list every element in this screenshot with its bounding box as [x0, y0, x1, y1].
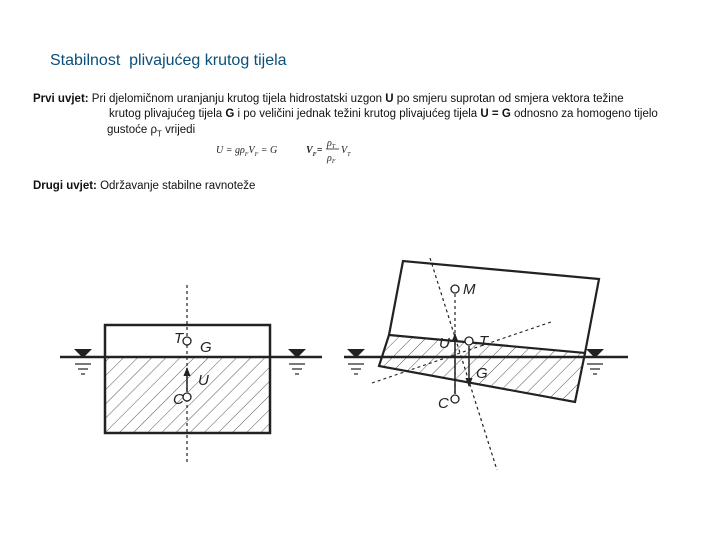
formula-eq2-tail: $V_T$ — [341, 145, 351, 158]
first-condition-text-1c: po smjeru suprotan od smjera vektora težine — [393, 93, 624, 105]
centroid-t-right — [465, 337, 473, 345]
label-c-left: C — [173, 391, 184, 408]
second-condition-text: Održavanje stabilne ravnoteže — [96, 180, 256, 192]
metacentre-m — [451, 285, 459, 293]
label-t-right: T — [479, 333, 489, 350]
upright-body — [60, 285, 322, 465]
first-condition-text-2e: odnosno za homogeno tijelo — [510, 108, 658, 120]
equality-u-g: U = G — [480, 108, 511, 120]
centroid-t-left — [183, 337, 191, 345]
label-u-left: U — [198, 372, 209, 389]
water-level-symbol-3 — [347, 349, 365, 374]
first-condition-label: Prvi uvjet: — [33, 93, 89, 105]
buoyancy-centre-c-right — [451, 395, 459, 403]
formula-eq1: $U = g\rho_FV_F = G$ — [216, 145, 278, 158]
page-title: Stabilnost plivajućeg krutog tijela — [50, 52, 287, 69]
label-g-right: G — [476, 365, 488, 382]
density-text: gustoće ρ — [107, 124, 158, 136]
formula-eq2-numerator: $\rho_T$ — [327, 138, 336, 150]
label-c-right: C — [438, 395, 449, 412]
tilted-body — [344, 258, 628, 470]
density-subscript: T — [157, 129, 162, 139]
first-condition-text-3b: vrijedi — [161, 124, 196, 136]
first-condition-text-2c: i po veličini jednak težini krutog plivajućeg tijela — [234, 108, 481, 120]
label-g-left: G — [200, 339, 212, 356]
buoyancy-centre-c-left — [183, 393, 191, 401]
first-condition-text-2a: krutog plivajućeg tijela — [109, 108, 226, 120]
water-level-symbol-4 — [586, 349, 604, 374]
water-level-symbol-1 — [74, 349, 92, 374]
water-level-symbol-2 — [288, 349, 306, 374]
symbol-u: U — [385, 93, 394, 105]
label-u-right: U — [439, 335, 450, 352]
first-condition-text-1a: Pri djelomičnom uranjanju krutog tijela hidrostatski uzgon — [88, 93, 386, 105]
formula-eq2-denominator: $\rho_F$ — [327, 153, 336, 165]
formula-eq2-lhs: $V_F=$ — [306, 145, 323, 158]
second-condition-label: Drugi uvjet: — [33, 180, 97, 192]
symbol-g: G — [225, 108, 235, 120]
label-t-left: T — [174, 330, 184, 347]
label-m-right: M — [463, 281, 476, 298]
